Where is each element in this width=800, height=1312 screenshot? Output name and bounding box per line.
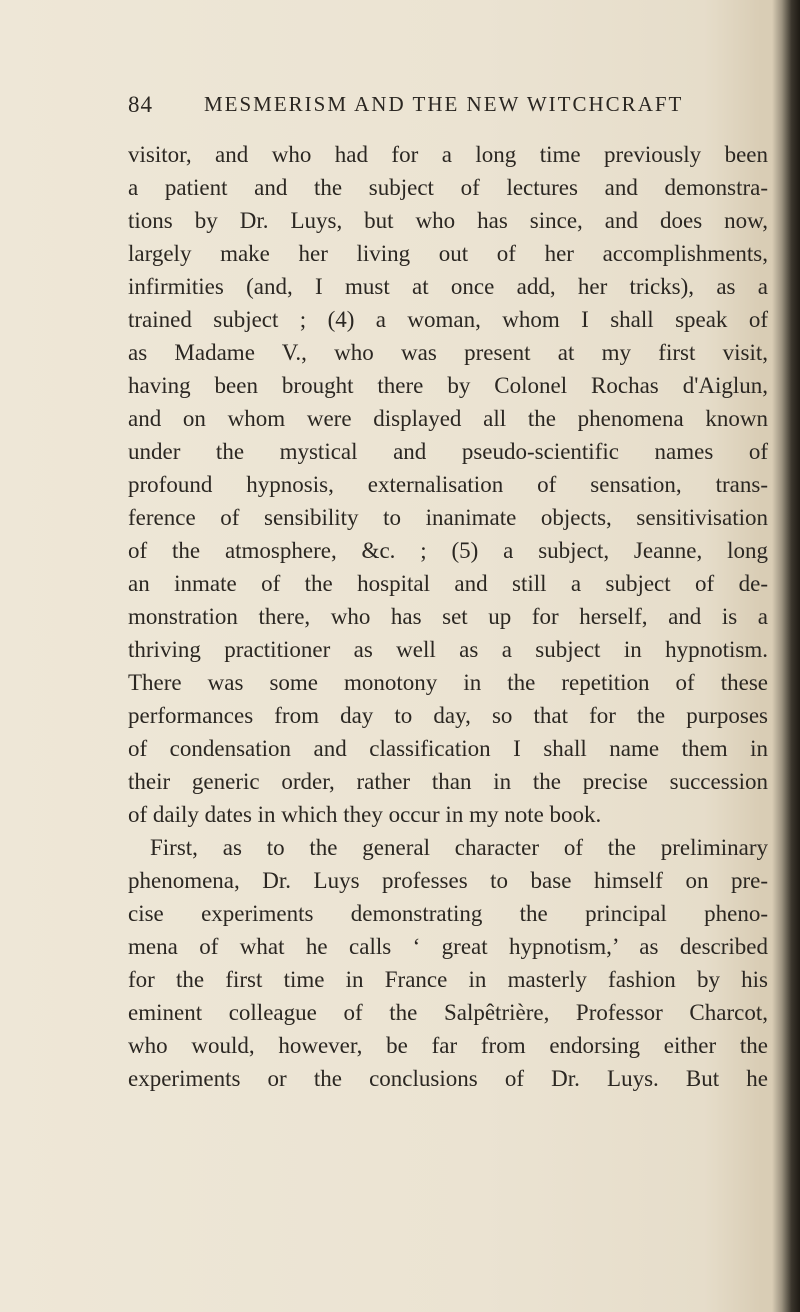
text-line: tions by Dr. Luys, but who has since, and does now,: [128, 208, 768, 233]
text-line: having been brought there by Colonel Rochas d'Aiglun,: [128, 373, 768, 398]
text-line: experiments or the conclusions of Dr. Luys. But he: [128, 1066, 768, 1091]
text-line: thriving practitioner as well as a subject in hypnotism.: [128, 637, 768, 662]
text-line: infirmities (and, I must at once add, her tricks), as a: [128, 274, 768, 299]
text-line: a patient and the subject of lectures and demonstra-: [128, 175, 768, 200]
page-edge-shadow: [772, 0, 800, 1312]
text-line: eminent colleague of the Salpêtrière, Professor Charcot,: [128, 1000, 768, 1025]
body-text: [128, 138, 768, 1095]
text-line: of daily dates in which they occur in my note book.: [128, 802, 602, 827]
text-line: cise experiments demonstrating the principal pheno-: [128, 901, 768, 926]
text-line: who would, however, be far from endorsing either the: [128, 1033, 768, 1058]
text-line: for the first time in France in masterly fashion by his: [128, 967, 768, 992]
text-line: and on whom were displayed all the phenomena known: [128, 406, 768, 431]
text-line: profound hypnosis, externalisation of sensation, trans-: [128, 472, 768, 497]
text-line: performances from day to day, so that for the purposes: [128, 703, 768, 728]
running-title: MESMERISM AND THE NEW WITCHCRAFT: [204, 92, 684, 116]
text-line: visitor, and who had for a long time previously been: [128, 142, 768, 167]
text-line: of condensation and classification I shall name them in: [128, 736, 768, 761]
paragraph-first-line: First, as to the general character of the preliminary: [150, 835, 768, 860]
text-line: monstration there, who has set up for herself, and is a: [128, 604, 768, 629]
text-line: under the mystical and pseudo-scientific names of: [128, 439, 768, 464]
text-line: ference of sensibility to inanimate objects, sensitivisation: [128, 505, 768, 530]
text-line: trained subject ; (4) a woman, whom I shall speak of: [128, 307, 768, 332]
text-line: their generic order, rather than in the precise succession: [128, 769, 768, 794]
text-line: There was some monotony in the repetition of these: [128, 670, 768, 695]
page-number: 84: [128, 92, 153, 117]
text-line: as Madame V., who was present at my first visit,: [128, 340, 768, 365]
running-head: [128, 92, 768, 122]
text-line: an inmate of the hospital and still a subject of de-: [128, 571, 768, 596]
text-line: mena of what he calls ‘ great hypnotism,’ as described: [128, 934, 768, 959]
text-line: largely make her living out of her accomplishments,: [128, 241, 768, 266]
text-line: phenomena, Dr. Luys professes to base himself on pre-: [128, 868, 768, 893]
text-line: of the atmosphere, &c. ; (5) a subject, Jeanne, long: [128, 538, 768, 563]
